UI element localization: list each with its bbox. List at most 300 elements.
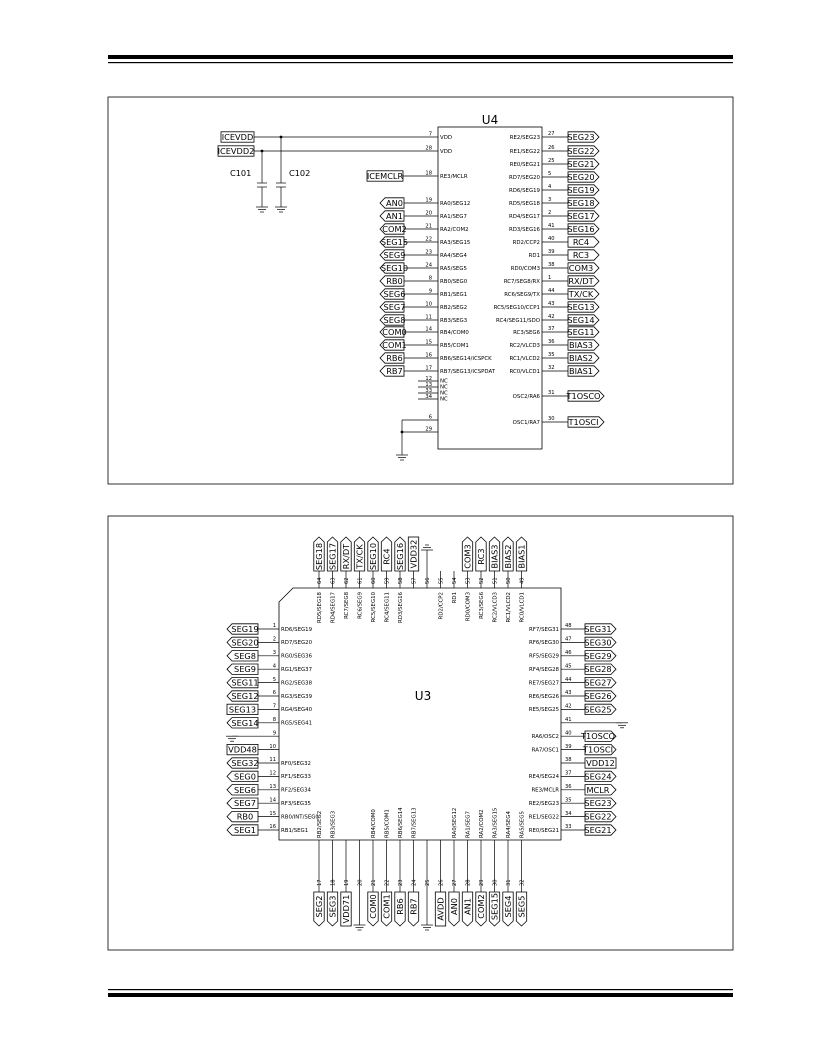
pin-name: RD7/SEG20 bbox=[508, 174, 540, 181]
net-label: AN1 bbox=[386, 211, 403, 221]
pin-number: 37 bbox=[548, 326, 555, 333]
u4-frame bbox=[108, 97, 733, 484]
pin-number: 32 bbox=[548, 365, 555, 372]
net-label: SEG13 bbox=[567, 302, 595, 312]
pin-number: 11 bbox=[269, 757, 276, 764]
pin-number: 7 bbox=[272, 703, 276, 710]
pin-name: RE0/SEG21 bbox=[528, 827, 559, 834]
pin-name: RF6/SEG30 bbox=[529, 640, 559, 647]
pin-name: RA3/SEG15 bbox=[440, 239, 471, 246]
net-label: SEG30 bbox=[584, 637, 612, 648]
pin-name: RC4/SEG11 bbox=[384, 592, 391, 623]
pin-number: 26 bbox=[438, 879, 445, 886]
pin-number: 42 bbox=[548, 314, 555, 321]
pin-name: RE2/SEG23 bbox=[528, 801, 559, 807]
pin-name: RB1/SEG1 bbox=[440, 291, 468, 298]
pin-number: 13 bbox=[269, 784, 276, 790]
pin-name: RB4/COM0 bbox=[440, 329, 469, 336]
pin-number: 3 bbox=[548, 197, 552, 204]
pin-number: 17 bbox=[317, 879, 323, 886]
pin-name: RC7/SEG8/RX bbox=[503, 278, 540, 285]
net-label: RC4 bbox=[381, 548, 392, 565]
pin-number: 5 bbox=[272, 676, 276, 683]
junction-dot bbox=[401, 431, 404, 434]
pin-name: RA5/SEG5 bbox=[440, 265, 467, 272]
net-label: RB0 bbox=[386, 276, 403, 286]
net-label: SEG14 bbox=[567, 315, 595, 325]
net-label: SEG20 bbox=[231, 637, 259, 648]
net-label: COM0 bbox=[382, 327, 407, 337]
pin-name: OSC1/RA7 bbox=[512, 419, 540, 426]
pin-number: 18 bbox=[330, 879, 337, 886]
net-label: SEG18 bbox=[314, 542, 324, 571]
net-label: SEG22 bbox=[567, 146, 595, 156]
header-rule bbox=[108, 55, 733, 63]
pin-number: 55 bbox=[438, 577, 445, 584]
pin-number: 1 bbox=[272, 623, 276, 630]
pin-number: 32 bbox=[519, 879, 526, 886]
pin-number: 33 bbox=[565, 824, 572, 831]
pin-name: RD4/SEG17 bbox=[508, 213, 540, 220]
net-label: SEG6 bbox=[234, 784, 256, 795]
pin-name: RA2/COM2 bbox=[440, 226, 469, 233]
pin-number: 16 bbox=[269, 824, 276, 831]
pin-number: 23 bbox=[398, 879, 404, 886]
pin-name: RA0/SEG12 bbox=[440, 200, 471, 207]
pin-name: RG2/SEG38 bbox=[281, 680, 313, 687]
net-label: SEG23 bbox=[584, 798, 612, 809]
cap-label: C101 bbox=[230, 168, 252, 178]
pin-name: RE1/SEG22 bbox=[509, 148, 540, 155]
pin-name: RF0/SEG32 bbox=[281, 760, 311, 767]
pin-name: RC3/SEG6 bbox=[479, 592, 485, 619]
pin-name: RD7/SEG20 bbox=[281, 640, 313, 647]
pin-number: 28 bbox=[425, 145, 432, 152]
net-label: TX/CK bbox=[354, 544, 365, 569]
net-label: SEG31 bbox=[584, 624, 612, 634]
pin-number: 31 bbox=[506, 879, 512, 886]
pin-number: 40 bbox=[548, 236, 555, 243]
u3-ref: U3 bbox=[414, 689, 432, 703]
pin-name: OSC2/RA6 bbox=[512, 393, 540, 400]
pin-number: 43 bbox=[548, 301, 555, 308]
pin-number: 28 bbox=[465, 879, 472, 886]
cap-label: C102 bbox=[289, 168, 311, 178]
pin-number: 50 bbox=[506, 577, 512, 584]
pin-name: RA2/COM2 bbox=[479, 809, 485, 838]
pin-number: 64 bbox=[317, 577, 323, 584]
pin-name: RD5/SEG18 bbox=[317, 592, 323, 624]
pin-number: 38 bbox=[565, 757, 572, 764]
net-label: ICEMCLR bbox=[366, 171, 404, 181]
pin-name: RD5/SEG18 bbox=[508, 200, 540, 207]
pin-name: RG1/SEG37 bbox=[281, 667, 313, 673]
net-label: T1OSCI bbox=[583, 744, 613, 755]
pin-name: RC7/SEG8 bbox=[344, 592, 350, 619]
pin-number: 30 bbox=[492, 879, 499, 886]
pin-name: RE4/SEG24 bbox=[528, 774, 559, 781]
pin-number: 63 bbox=[330, 577, 337, 584]
pin-number: 47 bbox=[565, 636, 572, 643]
net-label: RB7 bbox=[386, 366, 403, 376]
pin-name: RB0/SEG0 bbox=[440, 278, 468, 285]
pin-name: VDD bbox=[440, 134, 452, 141]
pin-name: RA1/SEG7 bbox=[440, 213, 467, 220]
net-label: RB6 bbox=[386, 353, 403, 363]
pin-name: RC2/VLCD3 bbox=[492, 592, 499, 623]
pin-number: 62 bbox=[344, 577, 350, 584]
pin-name: RE3/MCLR bbox=[440, 173, 468, 180]
pin-name: RA0/SEG12 bbox=[452, 807, 458, 838]
net-label: SEG1 bbox=[234, 825, 256, 835]
pin-name: RC6/SEG9 bbox=[357, 592, 364, 619]
net-label: TX/CK bbox=[568, 289, 594, 299]
pin-name: RD4/SEG17 bbox=[330, 592, 337, 624]
pin-name: RB6/SEG14 bbox=[398, 807, 404, 838]
pin-name: RF7/SEG31 bbox=[529, 626, 559, 633]
pin-number: 35 bbox=[548, 352, 555, 359]
pin-number: 21 bbox=[371, 879, 377, 886]
net-label: ICEVDD bbox=[221, 132, 254, 142]
pin-name: RA4/SEG4 bbox=[440, 252, 467, 259]
net-label: RC3 bbox=[572, 250, 590, 260]
net-label: T1OSCI bbox=[568, 417, 599, 427]
net-label: SEG16 bbox=[395, 542, 405, 571]
net-label: SEG8 bbox=[234, 650, 256, 661]
pin-name: RD3/SEG16 bbox=[508, 226, 540, 233]
net-label: BIAS3 bbox=[568, 340, 594, 350]
pin-number: 27 bbox=[548, 131, 555, 138]
net-label: SEG10 bbox=[368, 542, 378, 571]
pin-name: RB7/SEG13 bbox=[411, 807, 418, 838]
pin-number: 44 bbox=[548, 288, 555, 295]
pin-number: 8 bbox=[428, 275, 432, 282]
net-label: AN0 bbox=[449, 898, 459, 915]
pin-number: 59 bbox=[384, 577, 391, 584]
pin-number: 6 bbox=[428, 414, 432, 421]
net-label: VDD12 bbox=[586, 758, 615, 768]
pin-number: 22 bbox=[384, 879, 391, 886]
pin-number: 7 bbox=[428, 131, 432, 138]
pin-name: RB2/SEG2 bbox=[440, 304, 468, 311]
pin-number: 44 bbox=[565, 676, 572, 683]
pin-number: 23 bbox=[425, 249, 432, 256]
pin-name: RC6/SEG9/TX bbox=[504, 291, 540, 298]
pin-name: RG3/SEG39 bbox=[281, 693, 313, 700]
pin-name: RB3/SEG3 bbox=[440, 317, 468, 324]
pin-number: 60 bbox=[371, 577, 377, 584]
u3-schematic bbox=[226, 537, 628, 930]
pin-number: 18 bbox=[425, 170, 432, 177]
pin-number: 26 bbox=[548, 145, 555, 152]
u4-schematic bbox=[218, 113, 604, 460]
pin-name: RD2/CCP2 bbox=[438, 592, 445, 620]
pin-number: 2 bbox=[272, 636, 276, 643]
pin-name: RE2/SEG23 bbox=[509, 134, 540, 141]
pin-number: 5 bbox=[548, 171, 552, 178]
net-label: SEG12 bbox=[231, 691, 259, 701]
net-label: VDD71 bbox=[341, 894, 351, 924]
net-label: SEG9 bbox=[234, 664, 256, 675]
pin-name: RD0/COM3 bbox=[510, 265, 540, 272]
net-label: SEG23 bbox=[567, 132, 595, 142]
pin-number: 19 bbox=[344, 879, 350, 886]
net-label: RC3 bbox=[476, 548, 486, 565]
pin-number: 3 bbox=[272, 650, 276, 656]
pin-number: 29 bbox=[425, 426, 432, 433]
pin-number: 48 bbox=[565, 623, 572, 630]
net-label: SEG7 bbox=[383, 302, 406, 312]
pin-name: RB5/COM1 bbox=[440, 342, 469, 349]
pin-number: 36 bbox=[565, 784, 572, 790]
net-label: COM1 bbox=[381, 894, 392, 919]
net-label: SEG32 bbox=[231, 758, 259, 768]
pin-name: RF2/SEG34 bbox=[281, 787, 311, 794]
pin-number: 54 bbox=[452, 577, 458, 584]
pin-number: 11 bbox=[425, 314, 432, 321]
u3-body bbox=[279, 588, 561, 840]
net-label: SEG21 bbox=[584, 825, 612, 835]
pin-name: RG4/SEG40 bbox=[281, 707, 313, 714]
net-label: BIAS3 bbox=[489, 544, 500, 569]
net-label: SEG19 bbox=[231, 624, 259, 634]
pin-number: 37 bbox=[565, 770, 572, 777]
nc-label: NC bbox=[440, 396, 448, 403]
pin-name: RF4/SEG28 bbox=[529, 667, 559, 673]
net-label: BIAS2 bbox=[503, 544, 513, 569]
u4-ref: U4 bbox=[481, 113, 499, 127]
pin-name: RG0/SEG36 bbox=[281, 653, 313, 660]
pin-number: 30 bbox=[548, 416, 555, 423]
net-label: SEG5 bbox=[516, 895, 527, 918]
pin-number: 38 bbox=[548, 262, 555, 269]
net-label: RC4 bbox=[572, 237, 590, 247]
nc-label: NC bbox=[440, 390, 448, 397]
pin-name: RC1/VLCD2 bbox=[509, 355, 540, 362]
net-label: SEG10 bbox=[380, 263, 409, 273]
pin-number: 27 bbox=[452, 879, 458, 886]
pin-number: 42 bbox=[565, 703, 572, 710]
net-label: COM3 bbox=[462, 544, 473, 569]
net-label: RX/DT bbox=[568, 276, 594, 286]
pin-name: RE3/MCLR bbox=[531, 787, 559, 794]
pin-name: RB5/COM1 bbox=[384, 809, 391, 838]
pin-name: RB1/SEG1 bbox=[281, 827, 309, 834]
pin-number: 51 bbox=[492, 577, 499, 584]
pin-number: 25 bbox=[425, 879, 431, 886]
net-label: SEG2 bbox=[314, 895, 324, 918]
net-label: SEG9 bbox=[383, 250, 406, 260]
net-label: SEG25 bbox=[584, 704, 612, 715]
net-label: SEG0 bbox=[234, 771, 256, 782]
pin-name: RA7/OSC1 bbox=[531, 747, 559, 754]
net-label: SEG13 bbox=[228, 704, 257, 715]
pin-number: 52 bbox=[479, 577, 485, 584]
net-label: MCLR bbox=[586, 784, 610, 795]
net-label: AN0 bbox=[386, 198, 403, 208]
pin-number: 34 bbox=[565, 810, 572, 817]
pin-name: RD0/COM3 bbox=[465, 592, 472, 622]
net-label: VDD48 bbox=[228, 744, 257, 755]
pin-name: RF3/SEG35 bbox=[281, 801, 311, 807]
pin-number: 49 bbox=[519, 577, 526, 584]
pin-number: 14 bbox=[269, 797, 276, 804]
pin-number: 46 bbox=[565, 650, 572, 656]
net-label: COM1 bbox=[382, 340, 407, 350]
pin-name: RC3/SEG6 bbox=[513, 329, 540, 336]
pin-number: 24 bbox=[411, 879, 418, 886]
net-label: SEG27 bbox=[584, 677, 612, 688]
pin-number: 14 bbox=[425, 326, 432, 333]
pin-name: RB2/SEG2 bbox=[317, 810, 323, 838]
pin-number: 41 bbox=[548, 223, 555, 230]
pin-number: 40 bbox=[565, 730, 572, 737]
pin-name: RC0/VLCD1 bbox=[509, 368, 540, 375]
pin-name: RC1/VLCD2 bbox=[506, 592, 512, 623]
pin-name: RE5/SEG25 bbox=[528, 707, 559, 714]
net-label: COM3 bbox=[568, 263, 594, 273]
pin-number: 58 bbox=[398, 577, 404, 584]
pin-name: RF1/SEG33 bbox=[281, 774, 311, 781]
pin-number: 53 bbox=[465, 577, 472, 584]
pin-number: 35 bbox=[565, 797, 572, 804]
pin-name: RD6/SEG19 bbox=[281, 626, 313, 633]
footer-rule bbox=[108, 989, 733, 997]
pin-number: 39 bbox=[548, 249, 555, 256]
pin-number: 24 bbox=[425, 262, 432, 269]
pin-name: RA1/SEG7 bbox=[465, 811, 472, 838]
net-label: ICEVDD2 bbox=[217, 146, 255, 156]
nc-label: NC bbox=[440, 384, 448, 391]
pin-number: 15 bbox=[425, 339, 432, 346]
net-label: SEG29 bbox=[584, 650, 612, 661]
pin-name: RB4/COM0 bbox=[371, 809, 377, 838]
net-label: RB0 bbox=[236, 811, 254, 822]
pin-name: RE0/SEG21 bbox=[509, 161, 540, 168]
pin-number: 36 bbox=[548, 339, 555, 346]
pin-number: 4 bbox=[548, 184, 552, 191]
pin-name: RB7/SEG13/ICSPDAT bbox=[440, 368, 496, 375]
net-label: SEG15 bbox=[489, 892, 500, 921]
pin-number: 56 bbox=[425, 577, 431, 584]
net-label: SEG4 bbox=[503, 895, 513, 918]
net-label: BIAS1 bbox=[568, 366, 594, 376]
pin-number: 2 bbox=[548, 210, 552, 217]
pin-number: 22 bbox=[425, 236, 432, 243]
net-label: SEG16 bbox=[567, 224, 595, 234]
pin-name: RA3/SEG15 bbox=[492, 807, 499, 838]
nc-label: NC bbox=[440, 378, 448, 385]
pin-name: RA6/OSC2 bbox=[531, 734, 559, 740]
net-label: RB6 bbox=[395, 898, 405, 915]
pin-name: VDD bbox=[440, 148, 452, 155]
net-label: SEG6 bbox=[383, 289, 406, 299]
net-label: SEG24 bbox=[584, 771, 612, 782]
net-label: VDD32 bbox=[408, 539, 419, 569]
pin-name: RA4/SEG4 bbox=[506, 811, 512, 838]
pin-number: 13 bbox=[425, 382, 432, 389]
pin-name: RD1 bbox=[528, 252, 540, 259]
pin-name: RB0/INT/SEG0 bbox=[281, 814, 319, 821]
net-label: SEG21 bbox=[567, 159, 595, 169]
pin-name: RB6/SEG14/ICSPCK bbox=[440, 355, 492, 362]
net-label: SEG3 bbox=[327, 895, 338, 918]
pin-number: 25 bbox=[548, 158, 555, 165]
pin-number: 33 bbox=[425, 388, 432, 395]
pin-name: RE6/SEG26 bbox=[528, 693, 559, 700]
pin-number: 6 bbox=[272, 690, 276, 697]
pin-name: RD6/SEG19 bbox=[508, 187, 540, 194]
net-label: RX/DT bbox=[341, 543, 351, 570]
pin-number: 17 bbox=[425, 365, 432, 372]
net-label: SEG11 bbox=[231, 677, 259, 688]
pin-name: RB3/SEG3 bbox=[330, 810, 337, 838]
pin-number: 10 bbox=[425, 301, 432, 308]
pin-name: RD2/CCP2 bbox=[512, 239, 540, 246]
pin-number: 9 bbox=[272, 730, 276, 737]
net-label: COM2 bbox=[476, 894, 486, 919]
net-label: SEG18 bbox=[567, 198, 595, 208]
net-label: SEG15 bbox=[380, 237, 409, 247]
net-label: BIAS2 bbox=[568, 353, 594, 363]
pin-name: RE1/SEG22 bbox=[528, 814, 559, 821]
pin-name: RF5/SEG29 bbox=[529, 653, 559, 660]
pin-number: 61 bbox=[357, 577, 364, 584]
pin-number: 34 bbox=[425, 394, 432, 401]
pin-number: 10 bbox=[269, 743, 276, 750]
pin-number: 21 bbox=[425, 223, 432, 230]
net-label: SEG8 bbox=[383, 315, 406, 325]
net-label: RB7 bbox=[408, 898, 419, 915]
net-label: SEG7 bbox=[234, 798, 256, 809]
net-label: COM0 bbox=[368, 894, 378, 919]
net-label: SEG26 bbox=[584, 691, 612, 701]
pin-name: RC0/VLCD1 bbox=[519, 592, 526, 623]
pin-number: 1 bbox=[548, 275, 552, 282]
pin-number: 29 bbox=[479, 879, 485, 886]
net-label: COM2 bbox=[382, 224, 407, 234]
pin-number: 20 bbox=[357, 879, 364, 886]
pin-number: 43 bbox=[565, 690, 572, 697]
pin-name: RD3/SEG16 bbox=[398, 592, 404, 624]
pin-number: 4 bbox=[272, 663, 276, 670]
pin-number: 31 bbox=[548, 390, 555, 397]
pin-name: RA5/SEG5 bbox=[519, 811, 526, 838]
pin-number: 41 bbox=[565, 717, 572, 723]
net-label: T1OSCO bbox=[566, 391, 601, 401]
net-label: SEG19 bbox=[567, 185, 595, 195]
net-label: SEG28 bbox=[584, 664, 612, 675]
pin-number: 12 bbox=[269, 770, 276, 777]
pin-number: 19 bbox=[425, 197, 432, 204]
net-label: SEG17 bbox=[327, 542, 338, 571]
net-label: AN1 bbox=[462, 898, 473, 915]
pin-number: 9 bbox=[428, 288, 432, 295]
pin-number: 57 bbox=[411, 577, 418, 584]
net-label: AVDD bbox=[435, 897, 446, 921]
net-label: SEG20 bbox=[567, 172, 595, 182]
net-label: SEG11 bbox=[567, 327, 595, 337]
pin-number: 45 bbox=[565, 663, 572, 670]
pin-number: 15 bbox=[269, 810, 276, 817]
pin-number: 39 bbox=[565, 743, 572, 750]
pin-name: RG5/SEG41 bbox=[281, 720, 313, 727]
pin-number: 20 bbox=[425, 210, 432, 217]
net-label: SEG14 bbox=[231, 717, 259, 728]
pin-name: RC4/SEG11/SDO bbox=[496, 317, 540, 324]
pin-name: RC2/VLCD3 bbox=[509, 342, 540, 349]
net-label: BIAS1 bbox=[516, 544, 527, 569]
